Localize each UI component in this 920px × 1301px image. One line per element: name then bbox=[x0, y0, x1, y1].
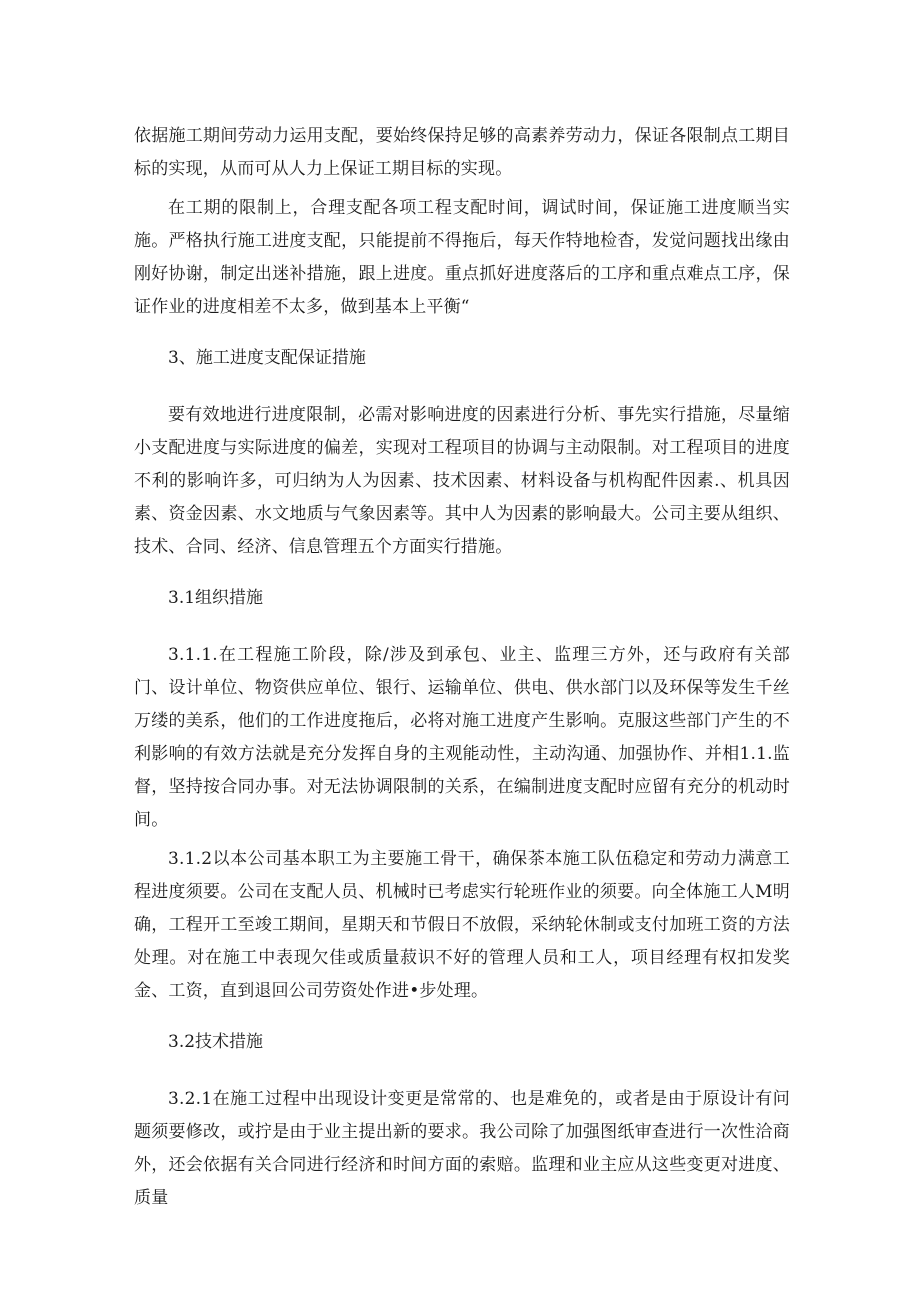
paragraph-3-1-1: 3.1.1.在工程施工阶段，除/涉及到承包、业主、监理三方外，还与政府有关部门、设计单位、物资供应单位、银行、运输单位、供电、供水部门以及环保等发生千丝万缕的美系，他们的工作进度拖后，必将对施工进度产生影响。克服这些部门产生的不利影响的有效方法就是充分发挥自身的主观能动性，主动沟通、加强协作、并相1.1.监督，坚持按合同办事。对无法协调限制的关系，在编制进度支配时应留有充分的机动时间。 bbox=[134, 645, 790, 830]
paragraph-3-1-2: 3.1.2以本公司基本职工为主要施工骨干，确保茶本施工队伍稳定和劳动力满意工程进度须要。公司在支配人员、机械时已考虑实行轮班作业的须要。向全体施工人M明确，工程开工至竣工期间，星期天和节假日不放假，采纳轮休制或支付加班工资的方法处理。对在施工中表现欠佳或质量菽识不好的管理人员和工人，项目经理有权扣发奖金、工资，直到退回公司劳资处作进•步处理。 bbox=[134, 849, 790, 1001]
section-heading-3: 3、施工进度支配保证措施 bbox=[168, 348, 366, 368]
section-heading-3-1: 3.1组织措施 bbox=[168, 588, 264, 608]
section-heading-3-2: 3.2技术措施 bbox=[168, 1032, 264, 1052]
document-body bbox=[134, 120, 790, 1215]
paragraph-schedule-control: 在工期的限制上，合理支配各项工程支配时间，调试时间，保证施工进度顺当实施。严格执行施工进度支配，只能提前不得拖后，每天作特地检杳，发觉问题找出缘由刚好协谢，制定出迷补措施，跟上进度。重点抓好进度落后的工序和重点难点工序，保证作业的进度相差不太多，做到基本上平衡“ bbox=[134, 198, 790, 317]
paragraph-progress-factors: 要有效地进行进度限制，必需对影响进度的因素进行分析、事先实行措施，尽量缩小支配进度与实际进度的偏差，实现对工程项目的协调与主动限制。对工程项目的进度不利的影响许多，可归纳为人为因素、技术因素、材料设备与机构配件因素.、机具因素、资金因素、水文地质与气象因素等。其中人为因素的影响最大。公司主要从组织、技术、合同、经济、信息管理五个方面实行措施。 bbox=[134, 405, 790, 557]
paragraph-labor-supply: 依据施工期间劳动力运用支配，要始终保持足够的高素养劳动力，保证各限制点工期目标的实现，从而可从人力上保证工期目标的实现。 bbox=[134, 126, 790, 179]
paragraph-3-2-1: 3.2.1在施工过程中出现设计变更是常常的、也是难免的，或者是由于原设计有问题须要修改，或拧是由于业主提出新的要求。我公司除了加强图纸审查进行一次性洽商外，还会依据有关合同进行经济和时间方面的索赔。监理和业主应从这些变更对进度、质量 bbox=[134, 1089, 790, 1208]
